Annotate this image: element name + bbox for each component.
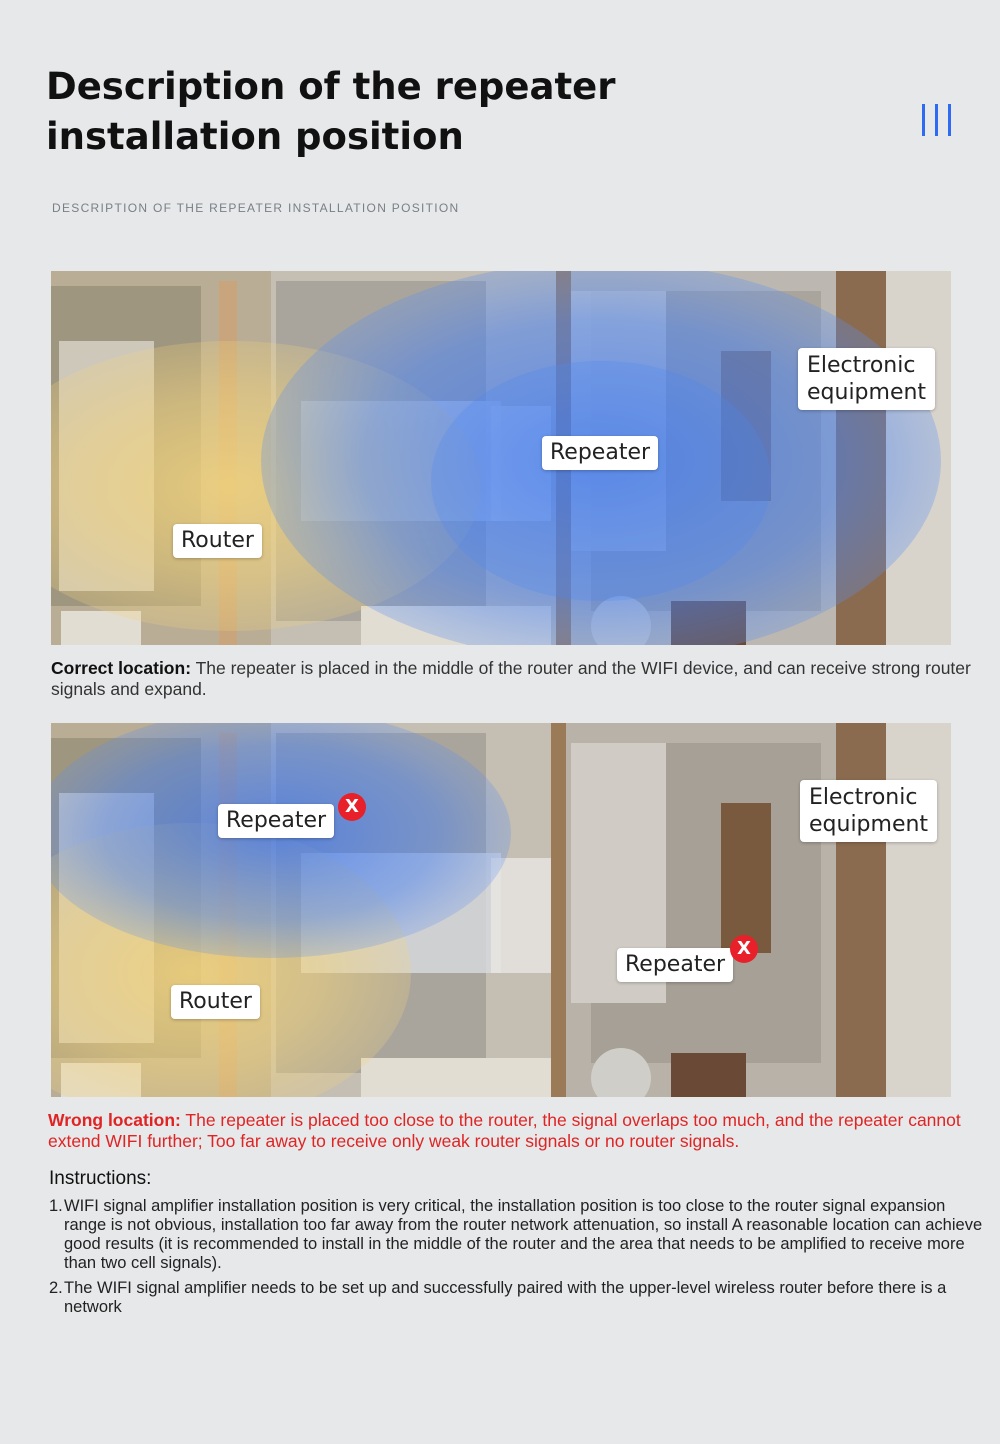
page-subtitle: DESCRIPTION OF THE REPEATER INSTALLATION POSITION xyxy=(52,201,460,215)
instructions-heading: Instructions: xyxy=(49,1168,152,1189)
wrong-location-caption xyxy=(48,1110,983,1152)
electronic-line-1: Electronic xyxy=(807,353,916,378)
instruction-number: 2. xyxy=(49,1279,63,1297)
wrong-caption-text: The repeater is placed too close to the router, the signal overlaps too much, and the repeater cannot extend WIFI further; Too far away to receive only weak router signals or no router signals. xyxy=(48,1110,961,1151)
instruction-text: WIFI signal amplifier installation position is very critical, the installation position is too close to the router signal expansion range is not obvious, installation too far away from the router network attenuation, so install A reasonable location can achieve good results (it is recommended to install in the middle of the router and the area that needs to be amplified to receive more than two cell signals). xyxy=(64,1197,983,1272)
floor-plan-drawing xyxy=(51,271,951,645)
repeater-label: Repeater xyxy=(542,436,658,470)
title-line-2: installation position xyxy=(46,115,464,158)
repeater-too-close-label: Repeater xyxy=(218,804,334,838)
instruction-number: 1. xyxy=(49,1197,63,1215)
electronic-equipment-label xyxy=(800,780,937,842)
title-line-1: Description of the repeater xyxy=(46,65,616,108)
x-mark-icon: X xyxy=(730,935,758,963)
electronic-line-2: equipment xyxy=(809,812,929,837)
electronic-line-1: Electronic xyxy=(809,785,918,810)
router-label: Router xyxy=(173,524,262,558)
instruction-item-2 xyxy=(49,1279,984,1317)
wrong-location-illustration xyxy=(51,723,951,1097)
x-mark-icon: X xyxy=(338,793,366,821)
electronic-equipment-label xyxy=(798,348,935,410)
instruction-text: The WIFI signal amplifier needs to be set up and successfully paired with the upper-level wireless router before there is a network xyxy=(64,1279,947,1316)
correct-caption-text: The repeater is placed in the middle of the router and the WIFI device, and can receive strong router signals and expand. xyxy=(51,658,971,699)
electronic-line-2: equipment xyxy=(807,380,927,405)
correct-caption-label: Correct location: xyxy=(51,658,192,678)
menu-bars-icon xyxy=(922,104,952,136)
instruction-item-1 xyxy=(49,1197,984,1273)
correct-location-illustration xyxy=(51,271,951,645)
wrong-caption-label: Wrong location: xyxy=(48,1110,181,1130)
correct-location-caption xyxy=(51,658,971,700)
router-label: Router xyxy=(171,985,260,1019)
page-title xyxy=(46,62,646,162)
repeater-too-far-label: Repeater xyxy=(617,948,733,982)
